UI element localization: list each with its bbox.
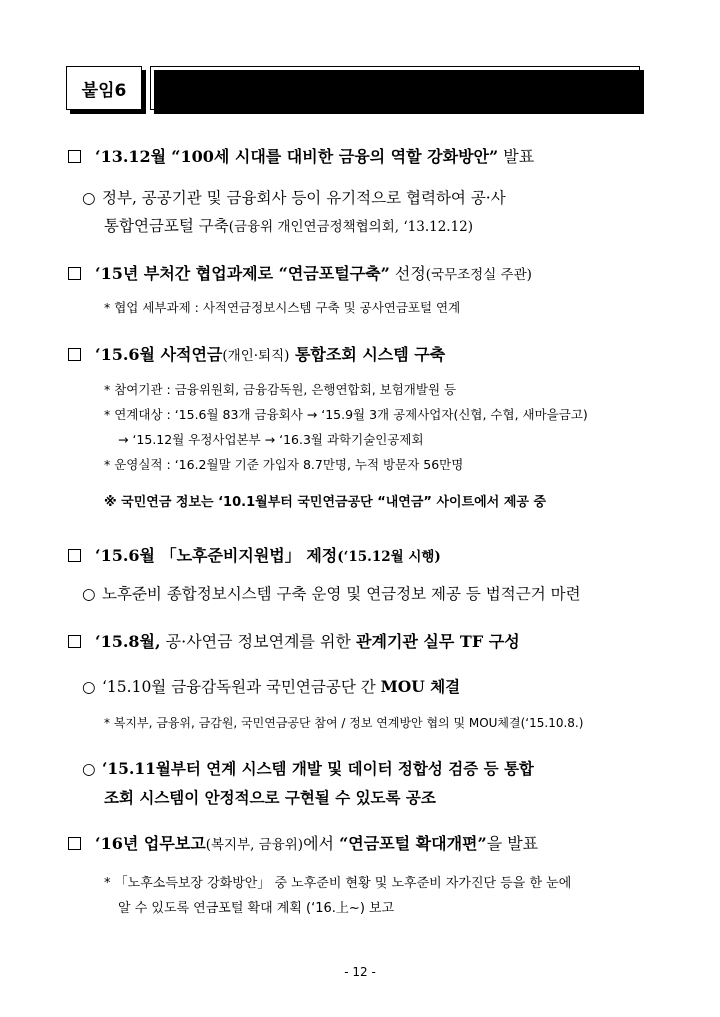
- checkbox-square-icon: [68, 348, 81, 361]
- section-6-star-1: * 「노후소득보장 강화방안」 중 노후준비 현황 및 노후준비 자가진단 등을 한 눈에: [104, 876, 572, 891]
- circle-bullet-icon: ○: [82, 760, 96, 778]
- section-4-heading: ‘15.6월 「노후준비지원법」 제정(‘15.12월 시행): [68, 543, 441, 566]
- page-number: - 12 -: [344, 965, 376, 979]
- section-2-star-1: * 협업 세부과제 : 사적연금정보시스템 구축 및 공사연금포털 연계: [104, 300, 461, 315]
- circle-bullet-icon: ○: [82, 678, 96, 696]
- section-3-star-1: * 참여기관 : 금융위원회, 금융감독원, 은행연합회, 보험개발원 등: [104, 382, 457, 397]
- section-3-heading: ‘15.6월 사적연금(개인·퇴직) 통합조회 시스템 구축: [68, 342, 445, 365]
- section-5-bullet-2-cont: 조회 시스템이 안정적으로 구현될 수 있도록 공조: [104, 788, 436, 807]
- section-6-star-1-cont: 알 수 있도록 연금포털 확대 계획 (‘16.上~) 보고: [118, 901, 395, 916]
- checkbox-square-icon: [68, 267, 81, 280]
- section-3-star-2: * 연계대상 : ‘15.6월 83개 금융회사 → ‘15.9월 3개 공제사업자(신협, 수협, 새마을금고): [104, 407, 588, 422]
- checkbox-square-icon: [68, 150, 81, 163]
- appendix-tag: 붙임6: [66, 66, 142, 110]
- section-1-bullet-1-cont: 통합연금포털 구축(금융위 개인연금정책협의회, ‘13.12.12): [104, 217, 474, 235]
- section-4-bullet-1: ○ 노후준비 종합정보시스템 구축 운영 및 연금정보 제공 등 법적근거 마련: [82, 585, 581, 603]
- checkbox-square-icon: [68, 635, 81, 648]
- section-2-heading: ‘15년 부처간 협업과제로 “연금포털구축” 선정(국무조정실 주관): [68, 261, 532, 284]
- section-6-heading: ‘16년 업무보고(복지부, 금융위)에서 “연금포털 확대개편”을 발표: [68, 831, 538, 854]
- checkbox-square-icon: [68, 837, 81, 850]
- circle-bullet-icon: ○: [82, 585, 96, 603]
- section-3-star-2-cont: → ‘15.12월 우정사업본부 → ‘16.3월 과학기술인공제회: [118, 432, 424, 447]
- page-title: 공·사 연금포털 통합연계 서비스 추진경과: [150, 66, 640, 110]
- circle-bullet-icon: ○: [82, 189, 96, 207]
- section-5-heading: ‘15.8월, 공·사연금 정보연계를 위한 관계기관 실무 TF 구성: [68, 629, 520, 652]
- section-5-star-1: * 복지부, 금융위, 금감원, 국민연금공단 참여 / 정보 연계방안 협의 및 MOU체결(‘15.10.8.): [104, 716, 584, 730]
- section-1-heading: ‘13.12월 “100세 시대를 대비한 금융의 역할 강화방안” 발표: [68, 144, 534, 167]
- section-3-star-3: * 운영실적 : ‘16.2월말 기준 가입자 8.7만명, 누적 방문자 56만명: [104, 457, 464, 472]
- checkbox-square-icon: [68, 549, 81, 562]
- section-3-note: ※ 국민연금 정보는 ‘10.1월부터 국민연금공단 “내연금” 사이트에서 제공 중: [104, 495, 547, 510]
- section-5-bullet-1: ○ ‘15.10월 금융감독원과 국민연금공단 간 MOU 체결: [82, 677, 461, 696]
- section-5-bullet-2: ○ ‘15.11월부터 연계 시스템 개발 및 데이터 정합성 검증 등 통합: [82, 759, 534, 778]
- section-1-bullet-1: ○ 정부, 공공기관 및 금융회사 등이 유기적으로 협력하여 공·사: [82, 189, 506, 207]
